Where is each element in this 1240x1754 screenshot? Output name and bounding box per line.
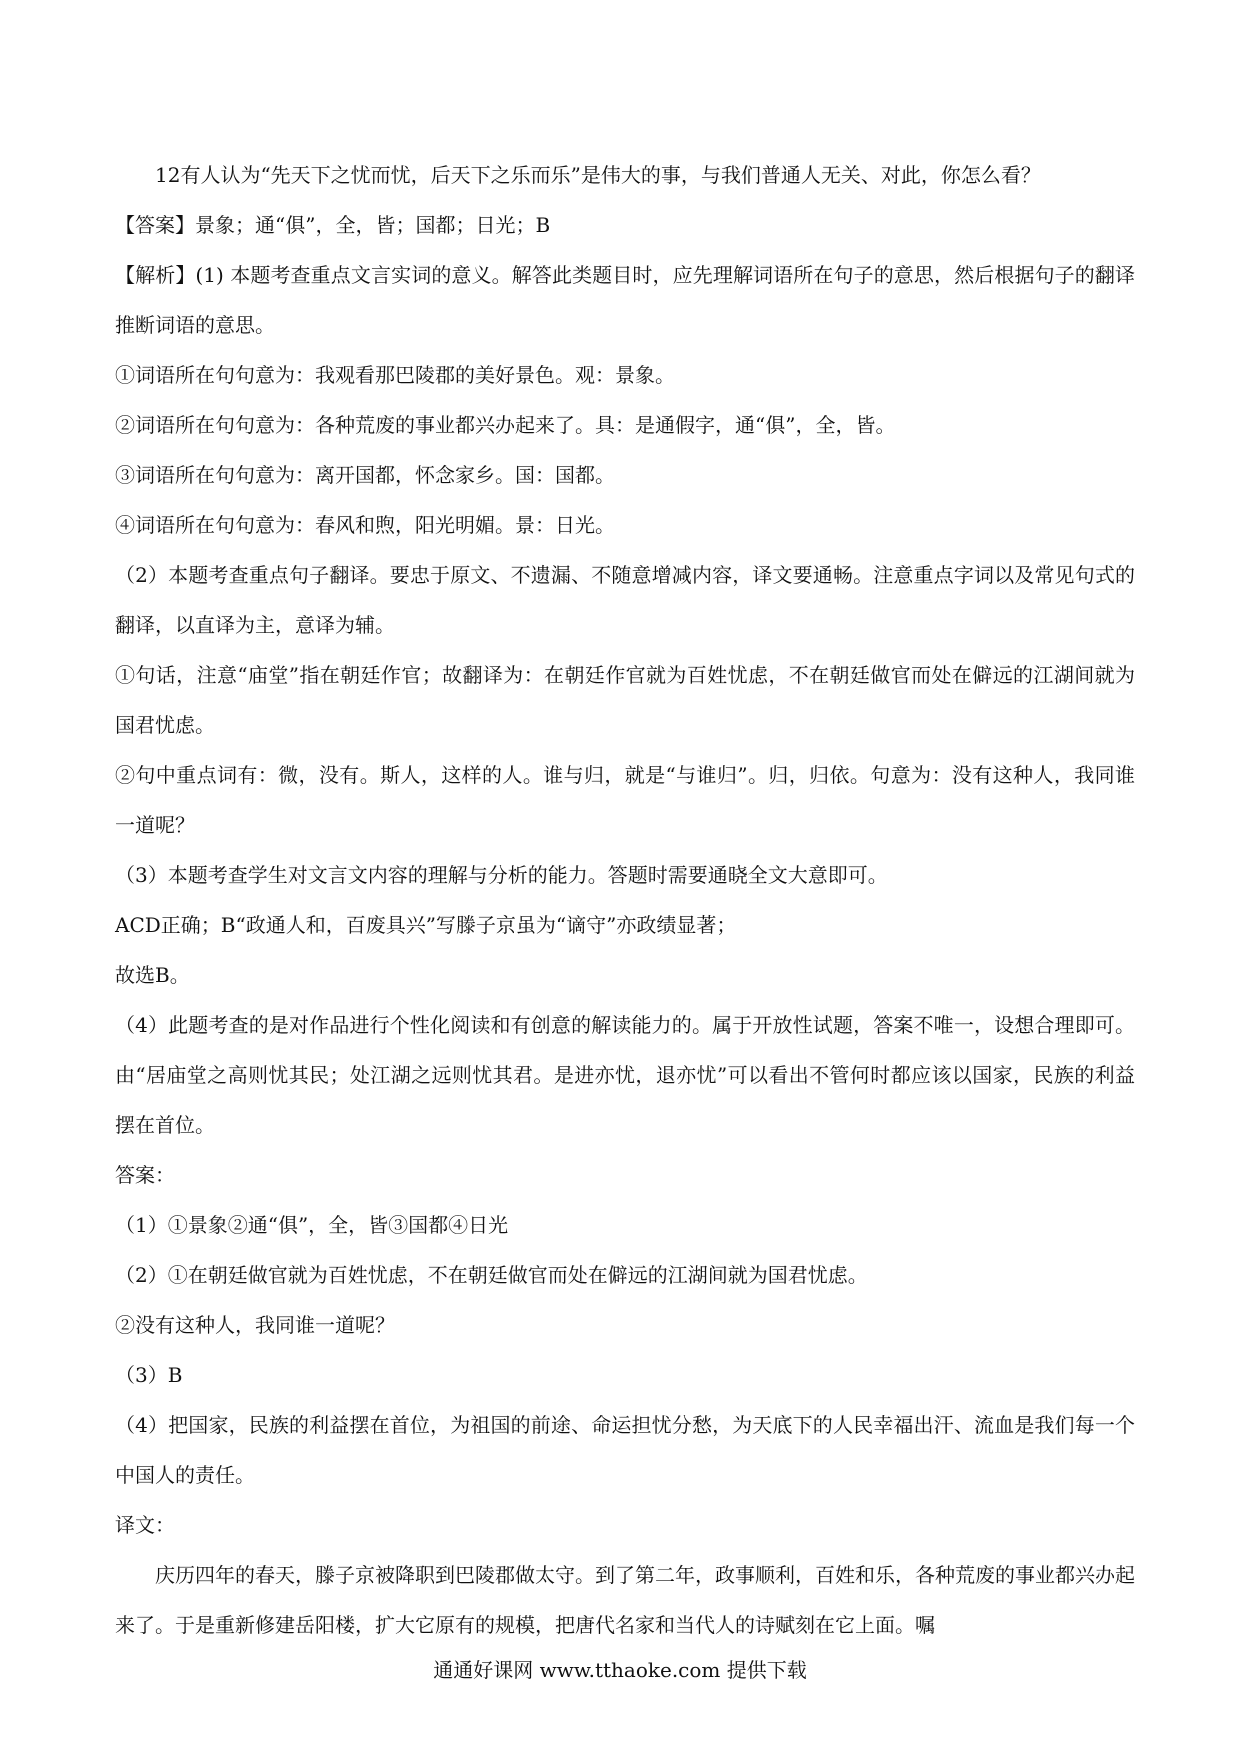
analysis-part-3-choice: 故选B。 (115, 963, 190, 987)
analysis-item-3: ③词语所在句句意为：离开国都，怀念家乡。国：国都。 (115, 463, 615, 487)
analysis-part-4: （4）此题考查的是对作品进行个性化阅读和有创意的解读能力的。属于开放性试题，答案不唯一，设想合理即可。由“居庙堂之高则忧其民；处江湖之远则忧其君。是进亦忧，退亦忧”可以看出不管何时都应该以国家，民族的利益摆在首位。 (115, 1013, 1135, 1137)
analysis-part-3: （3）本题考查学生对文言文内容的理解与分析的能力。答题时需要通晓全文大意即可。 (115, 863, 888, 887)
analysis-part-2: （2）本题考查重点句子翻译。要忠于原文、不遗漏、不随意增减内容，译文要通畅。注意重点字词以及常见句式的翻译，以直译为主，意译为辅。 (115, 563, 1135, 637)
analysis-part-3-detail: ACD正确；B“政通人和，百废具兴”写滕子京虽为“谪守”亦政绩显著； (115, 913, 737, 937)
document-body (115, 150, 1135, 1650)
answer-2-item-2: ②没有这种人，我同谁一道呢？ (115, 1313, 395, 1337)
analysis-item-1: ①词语所在句句意为：我观看那巴陵郡的美好景色。观：景象。 (115, 363, 675, 387)
page-footer: 通通好课网 www.tthaoke.com 提供下载 (433, 1658, 807, 1682)
analysis-item-4: ④词语所在句句意为：春风和煦，阳光明媚。景：日光。 (115, 513, 615, 537)
answer-2-item-1: （2）①在朝廷做官就为百姓忧虑，不在朝廷做官而处在僻远的江湖间就为国君忧虑。 (115, 1263, 868, 1287)
answer-3: （3）B (115, 1363, 183, 1387)
answers-heading: 答案： (115, 1163, 175, 1187)
analysis-item-2: ②词语所在句句意为：各种荒废的事业都兴办起来了。具：是通假字，通“俱”，全，皆。 (115, 413, 896, 437)
translation-heading: 译文： (115, 1513, 175, 1537)
translation-paragraph: 庆历四年的春天，滕子京被降职到巴陵郡做太守。到了第二年，政事顺利，百姓和乐，各种荒废的事业都兴办起来了。于是重新修建岳阳楼，扩大它原有的规模，把唐代名家和当代人的诗赋刻在它上面。嘱 (115, 1563, 1135, 1637)
answer-line: 【答案】景象；通“俱”，全，皆；国都；日光；B (115, 213, 551, 237)
analysis-part-2-item-1: ①句话，注意“庙堂”指在朝廷作官；故翻译为：在朝廷作官就为百姓忧虑，不在朝廷做官而处在僻远的江湖间就为国君忧虑。 (115, 663, 1135, 737)
analysis-part-2-item-2: ②句中重点词有：微，没有。斯人，这样的人。谁与归，就是“与谁归”。归，归依。句意为：没有这种人，我同谁一道呢？ (115, 763, 1135, 837)
answer-1: （1）①景象②通“俱”，全，皆③国都④日光 (115, 1213, 509, 1237)
analysis-intro: 【解析】(1) 本题考查重点文言实词的意义。解答此类题目时，应先理解词语所在句子的意思，然后根据句子的翻译推断词语的意思。 (115, 263, 1135, 337)
question-12: 12有人认为“先天下之忧而忧，后天下之乐而乐”是伟大的事，与我们普通人无关、对此，你怎么看？ (155, 163, 1041, 187)
answer-4: （4）把国家，民族的利益摆在首位，为祖国的前途、命运担忧分愁，为天底下的人民幸福出汗、流血是我们每一个中国人的责任。 (115, 1413, 1135, 1487)
